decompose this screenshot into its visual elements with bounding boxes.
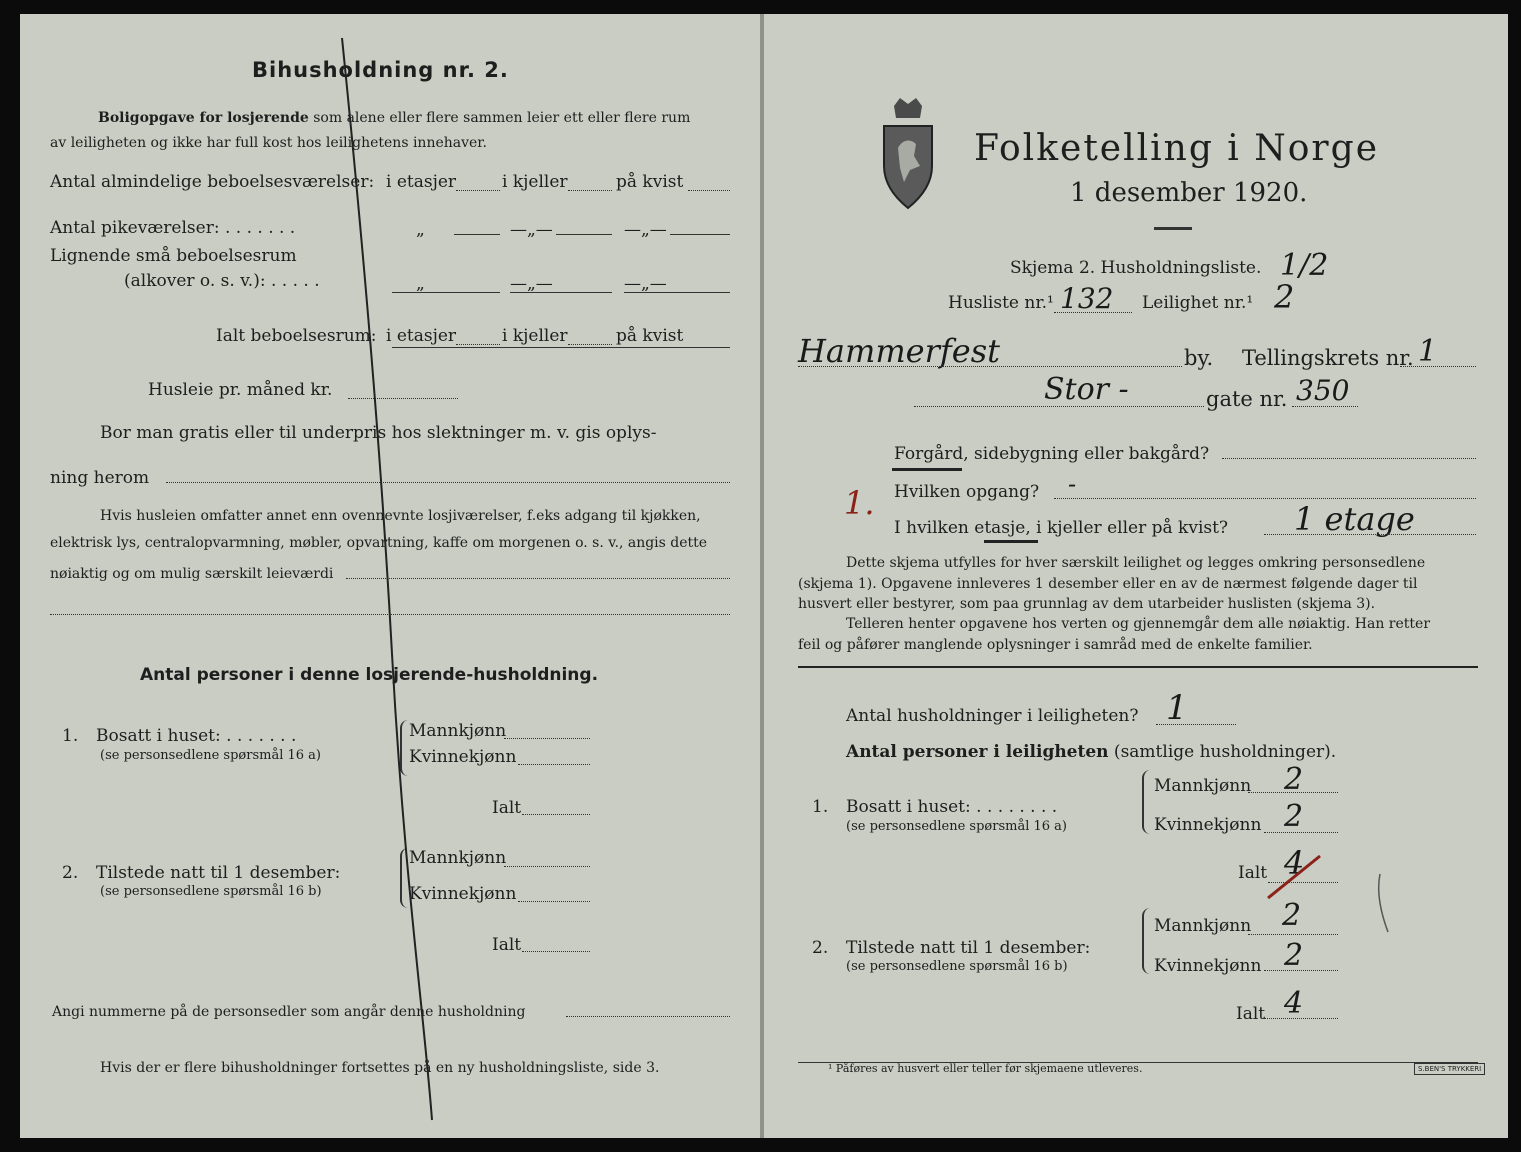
tellingskrets-field[interactable] — [1400, 366, 1476, 367]
ialt-kvist-label: på kvist — [616, 326, 684, 346]
etasje-field[interactable] — [1264, 534, 1476, 535]
right-date: 1 desember 1920. — [1070, 178, 1308, 208]
r-bosatt-ialt-label: Ialt — [1238, 863, 1268, 883]
leilighet-label: Leilighet nr.¹ — [1142, 293, 1254, 313]
left-page — [20, 14, 760, 1138]
info-rule — [798, 666, 1478, 668]
opgang-field[interactable] — [1054, 498, 1476, 499]
r-bosatt-kvinne-hw: 2 — [1284, 799, 1304, 834]
tellingskrets-label: Tellingskrets nr. — [1242, 346, 1414, 370]
skjema-label: Skjema 2. Husholdningsliste. — [1010, 258, 1262, 278]
l-bosatt-sub: (se personsedlene spørsmål 16 a) — [100, 748, 321, 763]
lignende-label-1: Lignende små beboelsesrum — [50, 246, 297, 266]
r-tilstede-kvinne-hw: 2 — [1284, 938, 1304, 973]
etasje-question: I hvilken etasje, i kjeller eller på kvist? — [894, 518, 1229, 538]
alm-kvist-label: på kvist — [616, 172, 684, 192]
l-bosatt-label: Bosatt i huset: . . . . . . . — [96, 726, 297, 746]
ialt-beboelse-label: Ialt beboelsesrum: — [216, 326, 377, 346]
flere-text: Hvis der er flere bihusholdninger fortsettes på en ny husholdningsliste, side 3. — [100, 1060, 660, 1076]
gate-label: gate nr. — [1206, 387, 1288, 411]
coat-of-arms-icon — [880, 96, 936, 210]
gate-hw: Stor - — [1044, 372, 1129, 407]
alm-etasjer-label: i etasjer — [386, 172, 457, 192]
r-tilstede-label: Tilstede natt til 1 desember: — [846, 938, 1091, 958]
left-title: Bihusholdning nr. 2. — [252, 58, 509, 82]
ialt-kjeller-label: i kjeller — [502, 326, 568, 346]
gate-field[interactable] — [914, 406, 1204, 407]
by-hw: Hammerfest — [798, 332, 1000, 370]
r-tilstede-sub: (se personsedlene spørsmål 16 b) — [846, 959, 1068, 974]
r-bosatt-brace — [1142, 770, 1152, 834]
angi-text: Angi nummerne på de personsedler som angår denne husholdning — [52, 1004, 526, 1020]
r-bosatt-num: 1. — [812, 797, 829, 817]
hvis-line1: Hvis husleien omfatter annet enn ovennevnte losjiværelser, f.eks adgang til kjøkken, — [100, 508, 701, 524]
right-title: Folketelling i Norge — [974, 128, 1379, 169]
crossout-stroke — [20, 14, 760, 1138]
l-tilstede-ialt-label: Ialt — [492, 935, 522, 955]
forgaard-underline — [892, 468, 962, 471]
l-tilstede-sub: (se personsedlene spørsmål 16 b) — [100, 884, 322, 899]
r-tilstede-kvinne-field[interactable] — [1264, 970, 1338, 971]
footnote-text: ¹ Påføres av husvert eller teller før skjemaene utleveres. — [828, 1062, 1143, 1075]
pikevaerelser-label: Antal pikeværelser: . . . . . . . — [50, 218, 296, 238]
r-tilstede-num: 2. — [812, 938, 829, 958]
gate-nr-field[interactable] — [1292, 406, 1358, 407]
l-tilstede-label: Tilstede natt til 1 desember: — [96, 863, 341, 883]
forgaard-field[interactable] — [1222, 458, 1476, 459]
r-bosatt-label: Bosatt i huset: . . . . . . . . — [846, 797, 1058, 817]
r-bosatt-kvinne-field[interactable] — [1264, 832, 1338, 833]
r-tilstede-ialt-label: Ialt — [1236, 1004, 1266, 1024]
bor-man-text: Bor man gratis eller til underpris hos slektninger m. v. gis oplys- — [100, 423, 657, 443]
etasje-hw: 1 etage — [1294, 500, 1415, 538]
intro-rest: som alene eller flere sammen leier ett eller flere rum — [308, 110, 691, 126]
r-bosatt-kvinne-label: Kvinnekjønn — [1154, 815, 1262, 835]
l-tilstede-kvinne-label: Kvinnekjønn — [409, 884, 517, 904]
etasje-underline — [984, 540, 1038, 543]
antal-hush-field[interactable] — [1156, 724, 1236, 725]
hvis-line2: elektrisk lys, centralopvarmning, møbler, opvartning, kaffe om morgenen o. s. v., angis dette — [50, 535, 708, 551]
l-bosatt-ialt-label: Ialt — [492, 798, 522, 818]
printer-stamp: S.BEN'S TRYKKERI — [1414, 1063, 1485, 1075]
husholdningsliste-hw: 1/2 — [1280, 248, 1329, 283]
antal-hush-hw: 1 — [1166, 688, 1188, 728]
intro-line2: av leiligheten og ikke har full kost hos leilighetens innehaver. — [50, 135, 487, 151]
r-tilstede-ialt-hw: 4 — [1284, 986, 1304, 1021]
info-line5: feil og påfører manglende oplysninger i samråd med de enkelte familier. — [798, 637, 1313, 653]
husliste-hw: 132 — [1060, 282, 1114, 315]
lignende-label-2: (alkover o. s. v.): . . . . . — [124, 271, 320, 291]
lign-ditto-3: —„— — [624, 274, 667, 294]
l-tilstede-mann-label: Mannkjønn — [409, 848, 507, 868]
husliste-label: Husliste nr.¹ — [948, 293, 1054, 313]
l-bosatt-kvinne-label: Kvinnekjønn — [409, 747, 517, 767]
info-line3: husvert eller bestyrer, som paa grunnlag av dem utarbeider huslisten (skjema 3). — [798, 596, 1376, 612]
r-tilstede-brace — [1142, 908, 1152, 974]
r-tilstede-mann-field[interactable] — [1248, 934, 1338, 935]
gate-nr-hw: 350 — [1296, 374, 1350, 407]
r-tilstede-kvinne-label: Kvinnekjønn — [1154, 956, 1262, 976]
by-field[interactable] — [798, 366, 1182, 367]
r-bosatt-ialt-hw: 4 — [1284, 844, 1305, 882]
antal-pers-heading — [846, 742, 1336, 762]
antal-alm-label: Antal almindelige beboelsesværelser: — [50, 172, 375, 192]
husleie-label: Husleie pr. måned kr. — [148, 380, 333, 400]
r-bosatt-mann-hw: 2 — [1284, 762, 1304, 797]
antal-pers-bold: Antal personer i leiligheten — [846, 742, 1109, 762]
r-bosatt-sub: (se personsedlene spørsmål 16 a) — [846, 819, 1067, 834]
r-tilstede-ialt-field[interactable] — [1264, 1018, 1338, 1019]
lign-ditto-1: „ — [416, 274, 425, 294]
r-bosatt-mann-field[interactable] — [1248, 792, 1338, 793]
intro-bold: Boligopgave for losjerende — [98, 110, 309, 126]
r-tilstede-mann-hw: 2 — [1282, 898, 1302, 933]
lign-ditto-2: —„— — [510, 274, 553, 294]
page-fold — [760, 14, 764, 1138]
by-label: by. — [1184, 346, 1214, 370]
ialt-etasjer-label: i etasjer — [386, 326, 457, 346]
r-bosatt-mann-label: Mannkjønn — [1154, 776, 1252, 796]
opgang-hw: - — [1068, 470, 1077, 498]
right-page — [764, 14, 1508, 1138]
l-bosatt-mann-label: Mannkjønn — [409, 721, 507, 741]
opgang-question: Hvilken opgang? — [894, 482, 1040, 502]
pike-ditto-1: „ — [416, 220, 425, 240]
hvis-line3: nøiaktig og om mulig særskilt leieværdi — [50, 566, 334, 582]
r-tilstede-mann-label: Mannkjønn — [1154, 916, 1252, 936]
antal-personer-heading: Antal personer i denne losjerende-husholdning. — [140, 665, 599, 685]
info-line2: (skjema 1). Opgavene innleveres 1 desember eller en av de nærmest følgende dager til — [798, 576, 1418, 592]
ning-herom-text: ning herom — [50, 468, 150, 488]
pike-ditto-3: —„— — [624, 220, 667, 240]
l-tilstede-num: 2. — [62, 863, 79, 883]
leilighet-hw: 2 — [1274, 278, 1295, 316]
l-bosatt-num: 1. — [62, 726, 79, 746]
margin-hw: 1. — [844, 484, 875, 522]
forgaard-question: Forgård, sidebygning eller bakgård? — [894, 444, 1210, 464]
info-line4: Telleren henter opgavene hos verten og gjennemgår dem alle nøiaktig. Han retter — [846, 616, 1431, 632]
alm-kjeller-label: i kjeller — [502, 172, 568, 192]
antal-hush-question: Antal husholdninger i leiligheten? — [846, 706, 1139, 726]
pike-ditto-2: —„— — [510, 220, 553, 240]
info-line1: Dette skjema utfylles for hver særskilt leilighet og legges omkring personsedlene — [846, 555, 1426, 571]
husliste-field[interactable] — [1054, 312, 1132, 313]
title-rule — [1154, 227, 1192, 230]
tellingskrets-hw: 1 — [1418, 334, 1438, 369]
antal-pers-rest: (samtlige husholdninger). — [1108, 742, 1337, 762]
